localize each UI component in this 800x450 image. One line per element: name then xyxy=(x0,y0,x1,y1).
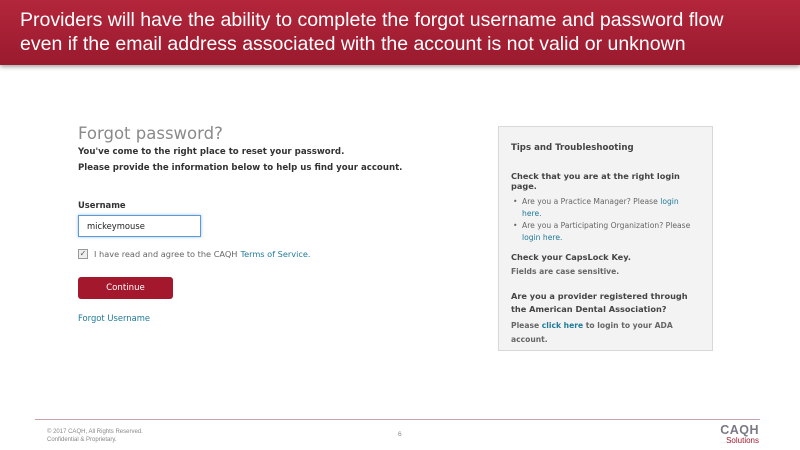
check-login-heading: Check that you are at the right login page. xyxy=(511,171,680,191)
capslock-subtext: Fields are case sensitive. xyxy=(511,267,620,276)
username-input[interactable] xyxy=(78,215,201,237)
copyright-line-2: Confidential & Proprietary. xyxy=(47,437,117,443)
copyright-line-1: © 2017 CAQH, All Rights Reserved. xyxy=(47,429,143,435)
footer-divider xyxy=(35,419,760,420)
intro-line-2: Please provide the information below to help us find your account. xyxy=(78,163,403,173)
ada-prefix: Please xyxy=(511,321,540,330)
terms-of-service-link[interactable]: Terms of Service. xyxy=(240,249,311,259)
ada-suffix: to login to your ADA account. xyxy=(511,321,673,344)
tips-title: Tips and Troubleshooting xyxy=(511,143,634,153)
participating-org-text: Are you a Participating Organization? Please xyxy=(522,221,691,230)
terms-checkbox[interactable] xyxy=(78,249,88,259)
intro-line-1: You've come to the right place to reset your password. xyxy=(78,147,345,157)
list-item xyxy=(511,196,700,220)
username-label: Username xyxy=(78,200,126,210)
login-tips-list xyxy=(511,196,700,244)
logo-sub-text: Solutions xyxy=(726,436,759,445)
bullet-icon: • xyxy=(513,197,518,206)
ada-text xyxy=(511,319,700,347)
checkmark-icon: ✓ xyxy=(79,249,87,258)
page-title: Forgot password? xyxy=(78,124,223,143)
practice-manager-text: Are you a Practice Manager? Please xyxy=(522,197,658,206)
ada-heading: Are you a provider registered through the American Dental Association? xyxy=(511,291,688,314)
logo-main-text: CAQH xyxy=(720,423,759,437)
terms-text: I have read and agree to the CAQH xyxy=(94,249,238,259)
continue-button[interactable]: Continue xyxy=(78,277,173,299)
banner-line-2: even if the email address associated with the account is not valid or unknown xyxy=(20,33,686,55)
practice-manager-login-link[interactable]: login here. xyxy=(522,197,679,218)
title-banner xyxy=(0,0,800,65)
forgot-username-link[interactable]: Forgot Username xyxy=(78,313,151,323)
footer-copyright xyxy=(47,428,143,444)
list-item xyxy=(511,220,700,244)
participating-org-login-link[interactable]: login here. xyxy=(522,233,563,242)
page-number: 6 xyxy=(398,431,402,438)
terms-agreement xyxy=(78,249,311,259)
capslock-heading: Check your CapsLock Key. xyxy=(511,252,631,262)
ada-click-here-link[interactable]: click here xyxy=(541,321,584,330)
tips-panel xyxy=(498,126,713,351)
caqh-logo xyxy=(705,424,759,445)
intro-text xyxy=(78,144,402,176)
banner-line-1: Providers will have the ability to complete the forgot username and password flow xyxy=(20,9,724,31)
bullet-icon: • xyxy=(513,221,518,230)
